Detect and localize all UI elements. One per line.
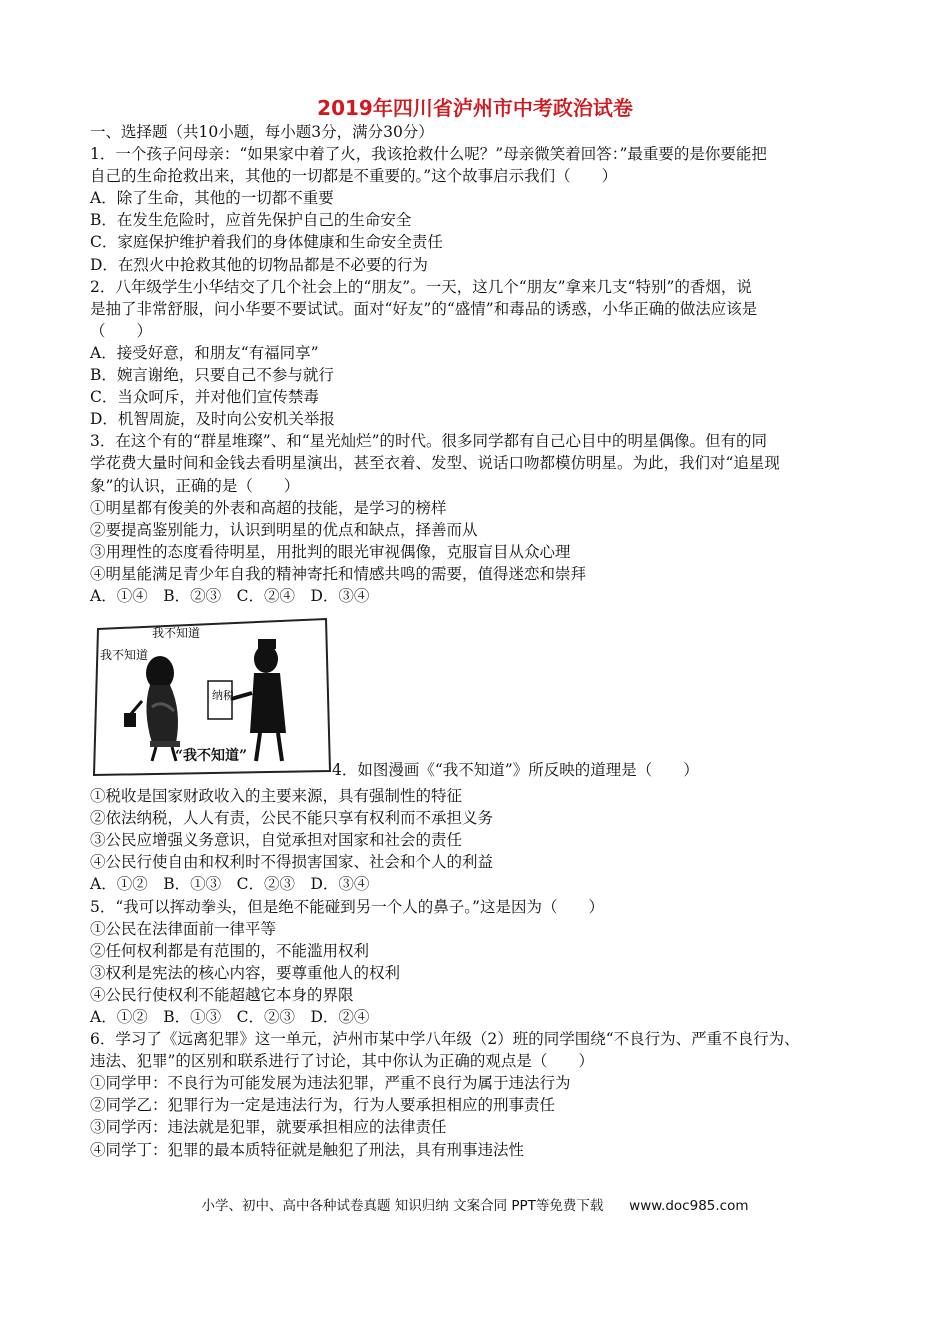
question-1 xyxy=(90,143,865,276)
exam-content xyxy=(90,121,865,1161)
q6-item-2: ②同学乙：犯罪行为一定是违法行为，行为人要承担相应的刑事责任 xyxy=(90,1096,556,1115)
q3-item-1: ①明星都有俊美的外表和高超的技能，是学习的榜样 xyxy=(90,498,447,517)
q6-item-1: ①同学甲：不良行为可能发展为违法犯罪，严重不良行为属于违法行为 xyxy=(90,1074,571,1093)
question-5 xyxy=(90,896,865,1029)
section-header: 一、选择题（共10小题，每小题3分，满分30分） xyxy=(90,123,434,141)
q1-option-b: B．在发生危险时，应首先保护自己的生命安全 xyxy=(90,211,412,230)
cartoon-label-top: 我不知道 xyxy=(152,626,201,641)
q5-stem: 5．“我可以挥动拳头，但是绝不能碰到另一个人的鼻子。”这是因为（ ） xyxy=(90,897,604,916)
q5-item-2: ②任何权利都是有范围的，不能滥用权利 xyxy=(90,941,370,960)
q5-answers: A．①② B．①③ C．②③ D．②④ xyxy=(90,1008,370,1026)
q5-item-4: ④公民行使权利不能超越它本身的界限 xyxy=(90,985,354,1004)
q4-answers: A．①② B．①③ C．②③ D．③④ xyxy=(90,875,370,894)
q3-answers: A．①④ B．②③ C．②④ D．③④ xyxy=(90,586,370,605)
question-6 xyxy=(90,1028,865,1161)
q5-item-1: ①公民在法律面前一律平等 xyxy=(90,919,277,938)
q1-stem-line-1: 1．一个孩子问母亲：“如果家中着了火，我该抢救什么呢？”母亲微笑着回答：”最重要的是你要能把 xyxy=(90,145,767,164)
q3-item-4: ④明星能满足青少年自我的精神寄托和情感共鸣的需要，值得迷恋和崇拜 xyxy=(90,564,587,583)
q2-option-b: B．婉言谢绝，只要自己不参与就行 xyxy=(90,366,334,385)
cartoon-label-tax: 纳税 xyxy=(212,689,234,703)
q2-option-c: C．当众呵斥，并对他们宣传禁毒 xyxy=(90,388,319,407)
q6-stem-line-2: 违法、犯罪”的区别和联系进行了讨论，其中你认为正确的观点是（ ） xyxy=(90,1052,594,1071)
q4-item-2: ②依法纳税，人人有责，公民不能只享有权利而不承担义务 xyxy=(90,809,494,828)
q2-stem-line-3: （ ） xyxy=(90,321,153,340)
page-footer xyxy=(0,1194,950,1214)
q4-item-1: ①税收是国家财政收入的主要来源，具有强制性的特征 xyxy=(90,787,463,806)
q1-option-d: D．在烈火中抢救其他的切物品都是不必要的行为 xyxy=(90,255,428,274)
q3-stem-line-2: 学花费大量时间和金钱去看明星演出，甚至衣着、发型、说话口吻都模仿明星。为此，我们对“追星现 xyxy=(90,454,780,473)
q2-stem-line-2: 是抽了非常舒服，问小华要不要试试。面对“好友”的“盛情”和毒品的诱惑，小华正确的做法应该是 xyxy=(90,299,758,318)
q4-item-3: ③公民应增强义务意识，自觉承担对国家和社会的责任 xyxy=(90,831,463,850)
question-4 xyxy=(90,607,865,895)
q2-option-a: A．接受好意，和朋友“有福同享” xyxy=(90,343,319,362)
q1-option-c: C．家庭保护维护着我们的身体健康和生命安全责任 xyxy=(90,233,443,252)
cartoon-label-left: 我不知道 xyxy=(100,648,149,663)
q5-item-3: ③权利是宪法的核心内容，要尊重他人的权利 xyxy=(90,963,401,982)
footer-site-link[interactable]: www.doc985.com xyxy=(629,1198,749,1214)
q2-option-d: D．机智周旋，及时向公安机关举报 xyxy=(90,410,335,429)
q3-item-3: ③用理性的态度看待明星，用批判的眼光审视偶像，克服盲目从众心理 xyxy=(90,542,571,561)
q3-stem-line-1: 3．在这个有的“群星堆璨”、和“星光灿烂”的时代。很多同学都有自己心目中的明星偶像。但有的同 xyxy=(90,432,768,451)
question-2 xyxy=(90,276,865,431)
q6-item-3: ③同学丙：违法就是犯罪，就要承担相应的法律责任 xyxy=(90,1118,447,1137)
q3-stem-line-3: 象”的认识，正确的是（ ） xyxy=(90,476,300,495)
page-title: 2019年四川省泸州市中考政治试卷 xyxy=(317,96,633,120)
q4-stem: 4．如图漫画《“我不知道”》所反映的道理是（ ） xyxy=(332,761,699,780)
q4-item-4: ④公民行使自由和权利时不得损害国家、社会和个人的利益 xyxy=(90,853,494,872)
q2-stem-line-1: 2．八年级学生小华结交了几个社会上的“朋友”。一天，这几个“朋友”拿来几支“特别”的香烟，说 xyxy=(90,277,752,296)
question-3 xyxy=(90,430,865,607)
q4-figure-row xyxy=(90,607,865,785)
q6-stem-line-1: 6．学习了《远离犯罪》这一单元，泸州市某中学八年级（2）班的同学围绕“不良行为、严重不良行为、 xyxy=(90,1030,800,1049)
q6-item-4: ④同学丁：犯罪的最本质特征就是触犯了刑法，具有刑事违法性 xyxy=(90,1140,525,1159)
q3-item-2: ②要提高鉴别能力，认识到明星的优点和缺点，择善而从 xyxy=(90,520,478,539)
q1-option-a: A．除了生命，其他的一切都不重要 xyxy=(90,189,334,208)
footer-text: 小学、初中、高中各种试卷真题 知识归纳 文案合同 PPT等免费下载 xyxy=(201,1198,604,1214)
q1-stem-line-2: 自己的生命抢救出来，其他的一切都是不重要的。”这个故事启示我们（ ） xyxy=(90,167,618,186)
cartoon-caption: “我不知道” xyxy=(174,748,248,765)
